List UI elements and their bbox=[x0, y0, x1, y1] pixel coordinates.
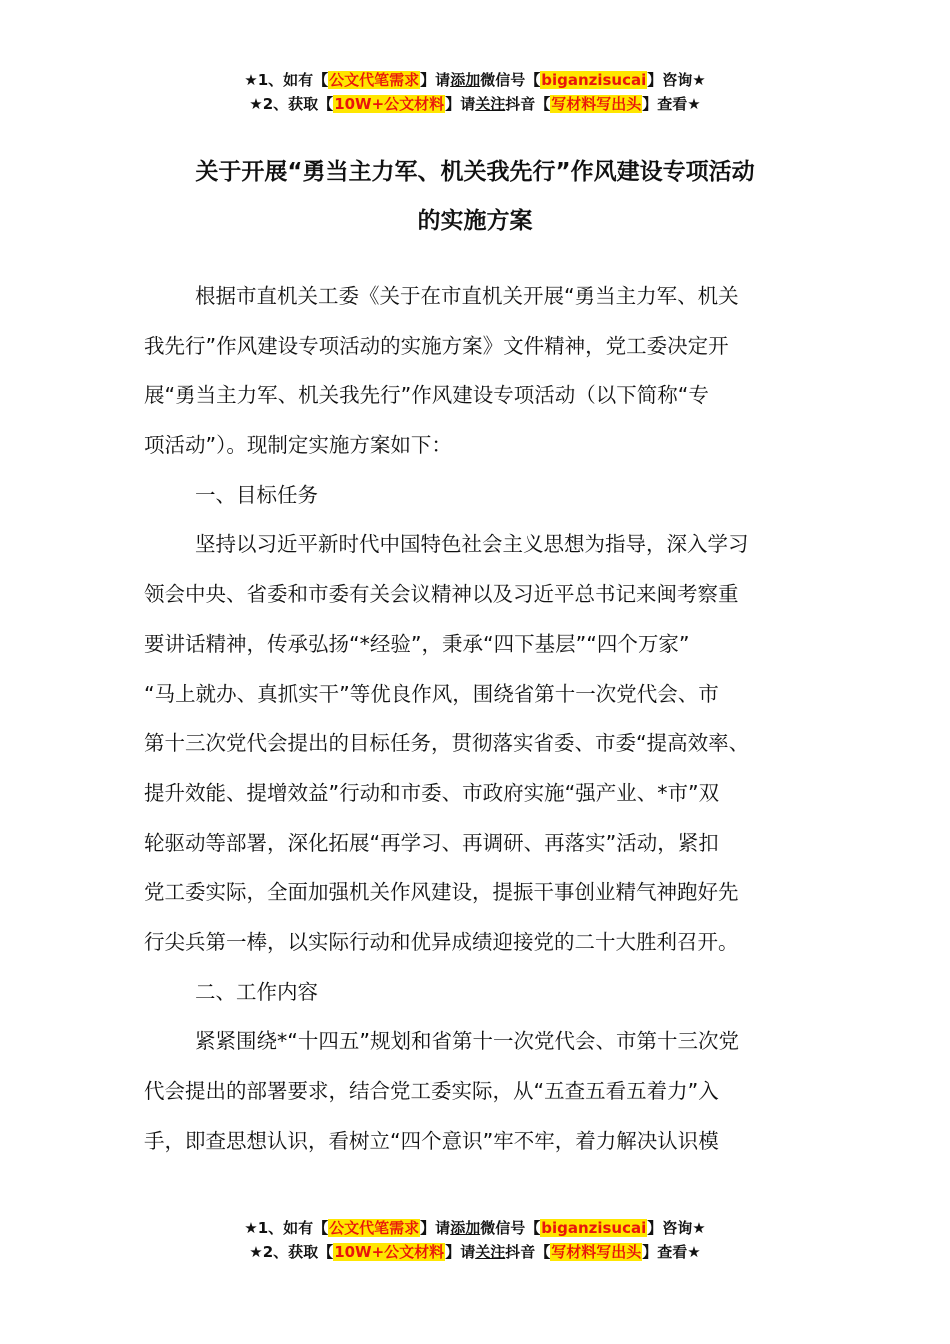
paragraph-line: 坚持以习近平新时代中国特色社会主义思想为指导，深入学习 bbox=[195, 532, 749, 557]
paragraph-line: 提升效能、提增效益”行动和市委、市政府实施“强产业、*市”双 bbox=[144, 780, 720, 805]
paragraph-line: 代会提出的部署要求，结合党工委实际，从“五查五看五着力”入 bbox=[144, 1079, 719, 1103]
paragraph-line: 根据市直机关工委《关于在市直机关开展“勇当主力军、机关 bbox=[195, 284, 739, 308]
banner-highlight: 写材料写出头 bbox=[551, 95, 642, 113]
banner-text: 】查看★ bbox=[642, 95, 701, 113]
banner-line-1 bbox=[0, 68, 950, 92]
banner-text: 】请 bbox=[420, 1219, 451, 1237]
paragraph-line: 手，即查思想认识，看树立“四个意识”牢不牢，着力解决认识模 bbox=[144, 1128, 719, 1153]
banner-line-1 bbox=[0, 1216, 950, 1240]
banner-text: ★1、如有【 bbox=[244, 1219, 329, 1237]
paragraph-line: 要讲话精神，传承弘扬“*经验”，秉承“四下基层”“四个万家” bbox=[144, 631, 690, 656]
banner-text: 】查看★ bbox=[642, 1243, 701, 1261]
paragraph-line: 项活动”）。现制定实施方案如下： bbox=[144, 433, 452, 458]
paragraph-line: 展“勇当主力军、机关我先行”作风建设专项活动（以下简称“专 bbox=[144, 383, 709, 408]
paragraph-line: 行尖兵第一棒，以实际行动和优异成绩迎接党的二十大胜利召开。 bbox=[144, 929, 739, 954]
title-line-1: 关于开展“勇当主力军、机关我先行”作风建设专项活动 bbox=[195, 159, 755, 185]
banner-text: ★2、获取【 bbox=[249, 1243, 334, 1261]
banner-text: 微信号【 bbox=[480, 1219, 541, 1237]
paragraph-line: 第十三次党代会提出的目标任务，贯彻落实省委、市委“提高效率、 bbox=[144, 731, 750, 756]
banner-underlined: 添加 bbox=[450, 1219, 481, 1237]
banner-underlined: 关注 bbox=[475, 1243, 506, 1261]
banner-underlined: 关注 bbox=[475, 95, 506, 113]
banner-text: 微信号【 bbox=[480, 71, 541, 89]
banner-text: 抖音【 bbox=[505, 95, 551, 113]
document-title bbox=[0, 148, 950, 246]
banner-text: 抖音【 bbox=[505, 1243, 551, 1261]
banner-text: 】请 bbox=[445, 1243, 476, 1261]
banner-text: 】咨询★ bbox=[647, 71, 706, 89]
banner-highlight: biganzisucai bbox=[541, 1219, 647, 1237]
section-heading: 一、目标任务 bbox=[195, 482, 318, 507]
banner-highlight: 公文代笔需求 bbox=[329, 1219, 420, 1237]
document-body bbox=[144, 272, 804, 1166]
banner-highlight: biganzisucai bbox=[541, 71, 647, 89]
banner-text: 】咨询★ bbox=[647, 1219, 706, 1237]
paragraph-line: 紧紧围绕*“十四五”规划和省第十一次党代会、市第十三次党 bbox=[195, 1029, 739, 1054]
banner-highlight: 公文代笔需求 bbox=[329, 71, 420, 89]
banner-highlight: 写材料写出头 bbox=[551, 1243, 642, 1261]
banner-line-2 bbox=[0, 92, 950, 116]
paragraph-line: 领会中央、省委和市委有关会议精神以及习近平总书记来闽考察重 bbox=[144, 582, 739, 607]
banner-text: ★2、获取【 bbox=[249, 95, 334, 113]
header-banner bbox=[0, 68, 950, 116]
paragraph-line: 党工委实际，全面加强机关作风建设，提振干事创业精气神跑好先 bbox=[144, 880, 739, 905]
paragraph-line: “马上就办、真抓实干”等优良作风，围绕省第十一次党代会、市 bbox=[144, 681, 719, 706]
paragraph-line: 我先行”作风建设专项活动的实施方案》文件精神，党工委决定开 bbox=[144, 333, 729, 358]
banner-text: 】请 bbox=[445, 95, 476, 113]
title-line-2: 的实施方案 bbox=[417, 208, 533, 234]
banner-underlined: 添加 bbox=[450, 71, 481, 89]
paragraph-line: 轮驱动等部署，深化拓展“再学习、再调研、再落实”活动，紧扣 bbox=[144, 830, 719, 855]
banner-text: 】请 bbox=[420, 71, 451, 89]
footer-banner bbox=[0, 1216, 950, 1264]
banner-text: ★1、如有【 bbox=[244, 71, 329, 89]
banner-highlight: 10W+公文材料 bbox=[334, 95, 445, 113]
banner-highlight: 10W+公文材料 bbox=[334, 1243, 445, 1261]
banner-line-2 bbox=[0, 1240, 950, 1264]
section-heading: 二、工作内容 bbox=[195, 979, 318, 1004]
